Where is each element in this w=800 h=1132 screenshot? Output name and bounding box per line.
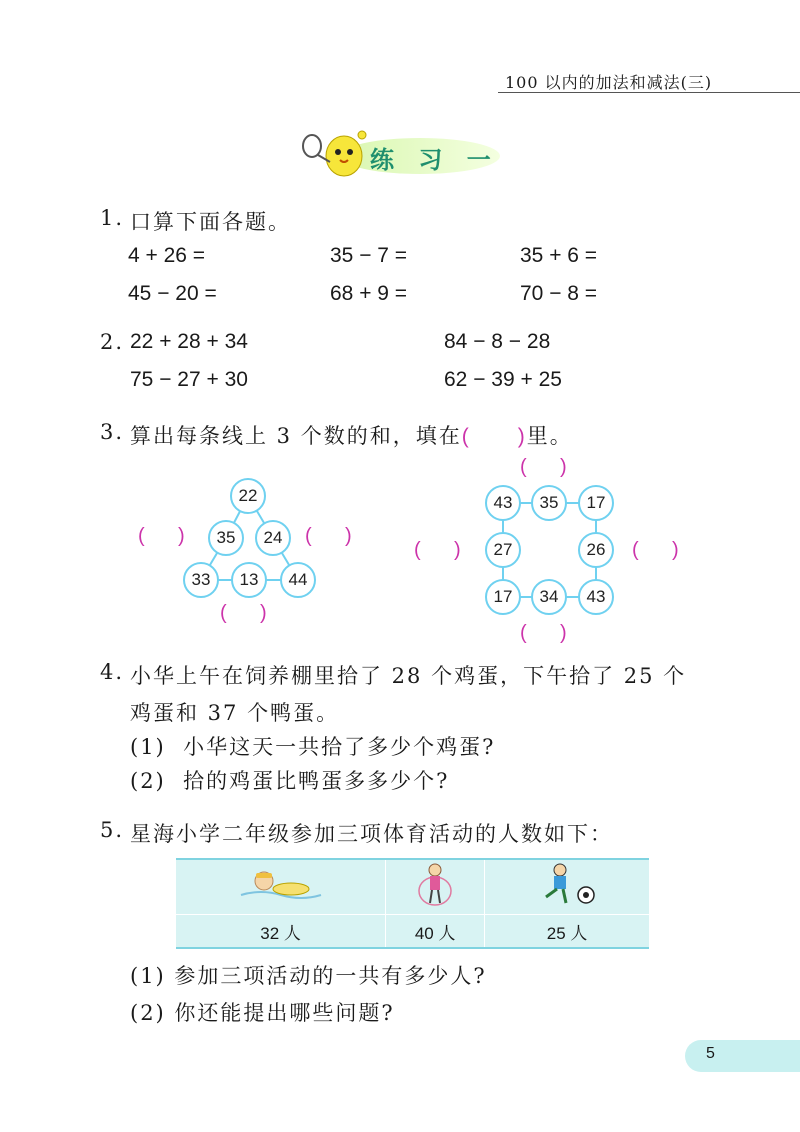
q1-item: 35 + 6 = bbox=[520, 244, 598, 267]
q5-number: 5. bbox=[100, 818, 125, 842]
q4-sub1: (1) 小华这天一共拾了多少个鸡蛋? bbox=[130, 735, 496, 759]
soccer-icon bbox=[532, 861, 602, 909]
swimming-cell bbox=[176, 859, 386, 915]
q4-line1: 小华上午在饲养棚里拾了 28 个鸡蛋，下午拾了 25 个 bbox=[130, 664, 687, 688]
chapter-title: 100 以内的加法和减法(三) bbox=[505, 73, 713, 92]
jumprope-count: 40 人 bbox=[386, 915, 485, 949]
square-node: 27 bbox=[485, 532, 521, 568]
q5-text: 星海小学二年级参加三项体育活动的人数如下： bbox=[130, 822, 613, 846]
q4-number: 4. bbox=[100, 660, 125, 684]
triangle-node: 24 bbox=[255, 520, 291, 556]
q1-item: 70 − 8 = bbox=[520, 282, 598, 305]
square-node: 43 bbox=[485, 485, 521, 521]
exercise-title: 练 习 一 bbox=[370, 146, 499, 174]
q1-text: 口算下面各题。 bbox=[130, 210, 291, 234]
q3-text-after: 里。 bbox=[526, 424, 573, 448]
answer-blank[interactable]: ( ) bbox=[220, 602, 267, 624]
answer-blank[interactable]: ( ) bbox=[138, 525, 185, 547]
square-node: 17 bbox=[578, 485, 614, 521]
q1-item: 45 − 20 = bbox=[128, 282, 217, 305]
triangle-node: 35 bbox=[208, 520, 244, 556]
q3-text-before: 算出每条线上 3 个数的和，填在 bbox=[130, 424, 462, 448]
square-node: 26 bbox=[578, 532, 614, 568]
q1-item: 4 + 26 = bbox=[128, 244, 206, 267]
square-node: 34 bbox=[531, 579, 567, 615]
triangle-node: 13 bbox=[231, 562, 267, 598]
q4-sub2: (2) 拾的鸡蛋比鸭蛋多多少个? bbox=[130, 769, 450, 793]
answer-blank[interactable]: ( ) bbox=[632, 539, 679, 561]
answer-blank[interactable]: ( ) bbox=[414, 539, 461, 561]
q2-item: 75 − 27 + 30 bbox=[130, 368, 248, 391]
q3-paren: ( ) bbox=[461, 425, 527, 448]
page-number-tab bbox=[685, 1040, 800, 1072]
soccer-count: 25 人 bbox=[485, 915, 649, 949]
q2-number: 2. bbox=[100, 330, 125, 354]
q3-number: 3. bbox=[100, 420, 125, 444]
square-node: 43 bbox=[578, 579, 614, 615]
q2-item: 84 − 8 − 28 bbox=[444, 330, 551, 353]
q1-number: 1. bbox=[100, 206, 125, 230]
q2-item: 22 + 28 + 34 bbox=[130, 330, 248, 353]
q4-line2: 鸡蛋和 37 个鸭蛋。 bbox=[130, 701, 340, 725]
triangle-node: 22 bbox=[230, 478, 266, 514]
q5-sub2: (2) 你还能提出哪些问题? bbox=[130, 1001, 395, 1025]
square-node: 35 bbox=[531, 485, 567, 521]
swimming-icon bbox=[236, 865, 326, 905]
page-number: 5 bbox=[706, 1045, 715, 1062]
q2-item: 62 − 39 + 25 bbox=[444, 368, 562, 391]
q1-item: 35 − 7 = bbox=[330, 244, 408, 267]
swimming-count: 32 人 bbox=[176, 915, 386, 949]
q1-item: 68 + 9 = bbox=[330, 282, 408, 305]
answer-blank[interactable]: ( ) bbox=[520, 456, 567, 478]
answer-blank[interactable]: ( ) bbox=[520, 622, 567, 644]
answer-blank[interactable]: ( ) bbox=[305, 525, 352, 547]
square-node: 17 bbox=[485, 579, 521, 615]
triangle-node: 44 bbox=[280, 562, 316, 598]
jumprope-cell bbox=[386, 859, 485, 915]
jump-rope-icon bbox=[415, 861, 455, 909]
soccer-cell bbox=[485, 859, 649, 915]
q5-sub1: (1) 参加三项活动的一共有多少人? bbox=[130, 964, 487, 988]
sports-table bbox=[176, 858, 649, 949]
triangle-node: 33 bbox=[183, 562, 219, 598]
